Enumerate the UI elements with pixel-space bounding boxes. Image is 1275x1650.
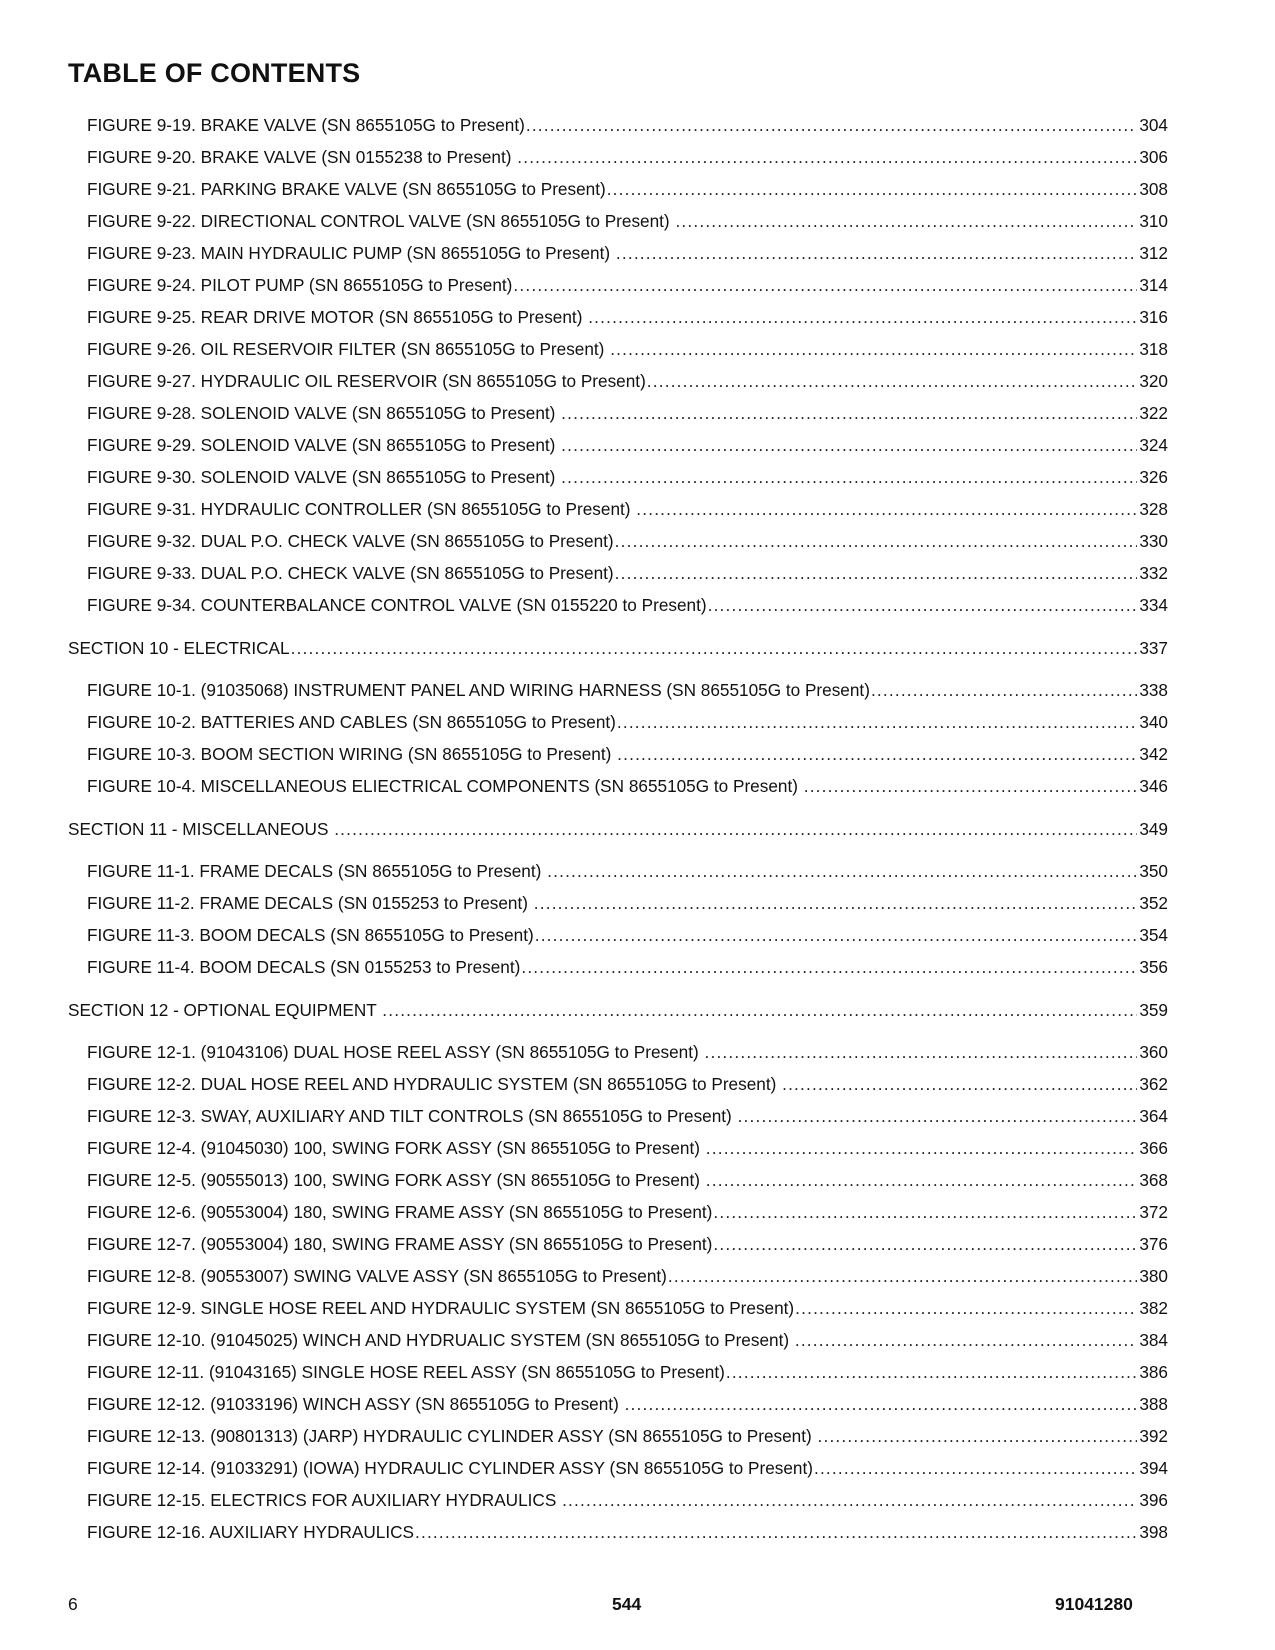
toc-page-number: 306 — [1139, 147, 1168, 167]
toc-page-number: 338 — [1139, 680, 1168, 700]
toc-entry-label: FIGURE 11-2. FRAME DECALS (SN 0155253 to Present) — [87, 893, 533, 913]
toc-page-number: 340 — [1139, 712, 1168, 732]
toc-figure-entry[interactable] — [68, 1516, 1168, 1548]
toc-dot-leader — [713, 1228, 1137, 1260]
toc-entry-label: FIGURE 9-27. HYDRAULIC OIL RESERVOIR (SN 8655105G to Present) — [87, 371, 646, 391]
toc-figure-entry[interactable] — [68, 205, 1168, 237]
toc-page-number: 352 — [1139, 893, 1168, 913]
page-title: TABLE OF CONTENTS — [68, 58, 361, 88]
toc-dot-leader — [818, 1420, 1138, 1452]
toc-page-number: 394 — [1139, 1458, 1168, 1478]
toc-dot-leader — [615, 557, 1138, 589]
toc-figure-entry[interactable] — [68, 1452, 1168, 1484]
toc-section-entry[interactable] — [68, 632, 1168, 664]
toc-page-number: 324 — [1139, 435, 1168, 455]
toc-entry-label: FIGURE 9-30. SOLENOID VALVE (SN 8655105G to Present) — [87, 467, 561, 487]
toc-entry-label: FIGURE 9-32. DUAL P.O. CHECK VALVE (SN 8655105G to Present) — [87, 531, 614, 551]
toc-entry-label: FIGURE 9-33. DUAL P.O. CHECK VALVE (SN 8655105G to Present) — [87, 563, 614, 583]
toc-dot-leader — [871, 674, 1137, 706]
toc-figure-entry[interactable] — [68, 1324, 1168, 1356]
toc-page-number: 372 — [1139, 1202, 1168, 1222]
toc-page-number: 396 — [1139, 1490, 1168, 1510]
toc-figure-entry[interactable] — [68, 1164, 1168, 1196]
toc-page-number: 360 — [1139, 1042, 1168, 1062]
toc-page-number: 328 — [1139, 499, 1168, 519]
toc-figure-entry[interactable] — [68, 919, 1168, 951]
toc-figure-entry[interactable] — [68, 1484, 1168, 1516]
toc-figure-entry[interactable] — [68, 141, 1168, 173]
toc-page-number: 356 — [1139, 957, 1168, 977]
toc-entry-label: FIGURE 9-25. REAR DRIVE MOTOR (SN 8655105G to Present) — [87, 307, 588, 327]
toc-dot-leader — [726, 1356, 1137, 1388]
toc-page-number: 334 — [1139, 595, 1168, 615]
footer-center-number: 544 — [612, 1594, 642, 1614]
toc-page-number: 392 — [1139, 1426, 1168, 1446]
toc-dot-leader — [706, 1132, 1138, 1164]
toc-figure-entry[interactable] — [68, 1356, 1168, 1388]
toc-dot-leader — [607, 173, 1138, 205]
toc-page-number: 398 — [1139, 1522, 1168, 1542]
toc-figure-entry[interactable] — [68, 269, 1168, 301]
footer-page-number: 6 — [68, 1594, 78, 1614]
toc-dot-leader — [534, 887, 1138, 919]
toc-dot-leader — [706, 1164, 1138, 1196]
toc-entry-label: FIGURE 9-31. HYDRAULIC CONTROLLER (SN 8655105G to Present) — [87, 499, 636, 519]
table-of-contents — [68, 109, 1168, 1548]
toc-page-number: 322 — [1139, 403, 1168, 423]
toc-page-number: 346 — [1139, 776, 1168, 796]
toc-page-number: 314 — [1139, 275, 1168, 295]
toc-entry-label: FIGURE 9-34. COUNTERBALANCE CONTROL VALVE (SN 0155220 to Present) — [87, 595, 707, 615]
toc-dot-leader — [804, 770, 1138, 802]
toc-dot-leader — [615, 525, 1138, 557]
toc-dot-leader — [513, 269, 1137, 301]
toc-page-number: 364 — [1139, 1106, 1168, 1126]
toc-figure-entry[interactable] — [68, 1292, 1168, 1324]
toc-page-number: 320 — [1139, 371, 1168, 391]
toc-page-number: 342 — [1139, 744, 1168, 764]
toc-entry-label: FIGURE 12-3. SWAY, AUXILIARY AND TILT CONTROLS (SN 8655105G to Present) — [87, 1106, 737, 1126]
toc-figure-entry[interactable] — [68, 1388, 1168, 1420]
toc-page-number: 366 — [1139, 1138, 1168, 1158]
toc-figure-entry[interactable] — [68, 1132, 1168, 1164]
toc-entry-label: SECTION 10 - ELECTRICAL — [68, 638, 290, 658]
toc-entry-label: FIGURE 9-29. SOLENOID VALVE (SN 8655105G to Present) — [87, 435, 561, 455]
toc-page-number: 349 — [1139, 819, 1168, 839]
toc-dot-leader — [617, 706, 1137, 738]
toc-entry-label: FIGURE 11-1. FRAME DECALS (SN 8655105G to Present) — [87, 861, 547, 881]
toc-page-number: 332 — [1139, 563, 1168, 583]
toc-page-number: 384 — [1139, 1330, 1168, 1350]
toc-entry-label: FIGURE 12-12. (91033196) WINCH ASSY (SN 8655105G to Present) — [87, 1394, 624, 1414]
toc-entry-label: SECTION 11 - MISCELLANEOUS — [68, 819, 334, 839]
toc-page-number: 326 — [1139, 467, 1168, 487]
toc-entry-label: FIGURE 12-11. (91043165) SINGLE HOSE REEL ASSY (SN 8655105G to Present) — [87, 1362, 725, 1382]
toc-entry-label: FIGURE 11-4. BOOM DECALS (SN 0155253 to Present) — [87, 957, 521, 977]
toc-figure-entry[interactable] — [68, 301, 1168, 333]
toc-page-number: 359 — [1139, 1000, 1168, 1020]
toc-entry-label: FIGURE 12-1. (91043106) DUAL HOSE REEL ASSY (SN 8655105G to Present) — [87, 1042, 704, 1062]
toc-dot-leader — [795, 1292, 1137, 1324]
toc-figure-entry[interactable] — [68, 887, 1168, 919]
toc-entry-label: FIGURE 12-14. (91033291) (IOWA) HYDRAULIC CYLINDER ASSY (SN 8655105G to Present) — [87, 1458, 813, 1478]
toc-page-number: 316 — [1139, 307, 1168, 327]
toc-dot-leader — [382, 994, 1137, 1026]
toc-dot-leader — [415, 1516, 1137, 1548]
toc-dot-leader — [561, 461, 1137, 493]
toc-page-number: 337 — [1139, 638, 1168, 658]
toc-entry-label: FIGURE 12-9. SINGLE HOSE REEL AND HYDRAULIC SYSTEM (SN 8655105G to Present) — [87, 1298, 795, 1318]
toc-dot-leader — [561, 397, 1137, 429]
toc-figure-entry[interactable] — [68, 770, 1168, 802]
toc-dot-leader — [616, 237, 1137, 269]
toc-entry-label: FIGURE 12-7. (90553004) 180, SWING FRAME ASSY (SN 8655105G to Present) — [87, 1234, 713, 1254]
toc-figure-entry[interactable] — [68, 365, 1168, 397]
toc-entry-label: FIGURE 10-1. (91035068) INSTRUMENT PANEL AND WIRING HARNESS (SN 8655105G to Present) — [87, 680, 870, 700]
toc-entry-label: FIGURE 10-3. BOOM SECTION WIRING (SN 8655105G to Present) — [87, 744, 617, 764]
toc-entry-label: FIGURE 12-10. (91045025) WINCH AND HYDRUALIC SYSTEM (SN 8655105G to Present) — [87, 1330, 794, 1350]
toc-figure-entry[interactable] — [68, 333, 1168, 365]
toc-entry-label: FIGURE 9-24. PILOT PUMP (SN 8655105G to Present) — [87, 275, 513, 295]
toc-entry-label: FIGURE 9-28. SOLENOID VALVE (SN 8655105G to Present) — [87, 403, 561, 423]
toc-entry-label: FIGURE 9-23. MAIN HYDRAULIC PUMP (SN 8655105G to Present) — [87, 243, 615, 263]
toc-dot-leader — [782, 1068, 1137, 1100]
toc-dot-leader — [668, 1260, 1137, 1292]
toc-entry-label: FIGURE 10-4. MISCELLANEOUS ELIECTRICAL COMPONENTS (SN 8655105G to Present) — [87, 776, 803, 796]
toc-dot-leader — [814, 1452, 1137, 1484]
toc-dot-leader — [795, 1324, 1137, 1356]
toc-figure-entry[interactable] — [68, 738, 1168, 770]
toc-dot-leader — [713, 1196, 1137, 1228]
toc-figure-entry[interactable] — [68, 951, 1168, 983]
toc-page-number: 368 — [1139, 1170, 1168, 1190]
toc-entry-label: FIGURE 12-13. (90801313) (JARP) HYDRAULIC CYLINDER ASSY (SN 8655105G to Present) — [87, 1426, 817, 1446]
toc-entry-label: FIGURE 12-4. (91045030) 100, SWING FORK ASSY (SN 8655105G to Present) — [87, 1138, 705, 1158]
toc-figure-entry[interactable] — [68, 173, 1168, 205]
toc-entry-label: FIGURE 12-5. (90555013) 100, SWING FORK ASSY (SN 8655105G to Present) — [87, 1170, 705, 1190]
toc-entry-label: FIGURE 9-19. BRAKE VALVE (SN 8655105G to Present) — [87, 115, 525, 135]
toc-figure-entry[interactable] — [68, 1196, 1168, 1228]
toc-page-number: 354 — [1139, 925, 1168, 945]
toc-page-number: 386 — [1139, 1362, 1168, 1382]
toc-dot-leader — [334, 813, 1137, 845]
toc-page-number: 350 — [1139, 861, 1168, 881]
toc-entry-label: FIGURE 11-3. BOOM DECALS (SN 8655105G to Present) — [87, 925, 534, 945]
toc-figure-entry[interactable] — [68, 589, 1168, 621]
toc-dot-leader — [708, 589, 1138, 621]
toc-figure-entry[interactable] — [68, 493, 1168, 525]
toc-page-number: 380 — [1139, 1266, 1168, 1286]
toc-dot-leader — [610, 333, 1137, 365]
toc-dot-leader — [547, 855, 1137, 887]
toc-figure-entry[interactable] — [68, 674, 1168, 706]
toc-page-number: 318 — [1139, 339, 1168, 359]
toc-figure-entry[interactable] — [68, 429, 1168, 461]
toc-dot-leader — [636, 493, 1137, 525]
toc-dot-leader — [675, 205, 1137, 237]
toc-entry-label: FIGURE 12-16. AUXILIARY HYDRAULICS — [87, 1522, 414, 1542]
toc-page-number: 308 — [1139, 179, 1168, 199]
toc-figure-entry[interactable] — [68, 557, 1168, 589]
toc-page-number: 376 — [1139, 1234, 1168, 1254]
toc-dot-leader — [561, 429, 1137, 461]
toc-figure-entry[interactable] — [68, 1036, 1168, 1068]
toc-entry-label: FIGURE 10-2. BATTERIES AND CABLES (SN 8655105G to Present) — [87, 712, 616, 732]
toc-entry-label: SECTION 12 - OPTIONAL EQUIPMENT — [68, 1000, 382, 1020]
toc-dot-leader — [705, 1036, 1138, 1068]
toc-entry-label: FIGURE 12-2. DUAL HOSE REEL AND HYDRAULIC SYSTEM (SN 8655105G to Present) — [87, 1074, 782, 1094]
toc-figure-entry[interactable] — [68, 706, 1168, 738]
toc-figure-entry[interactable] — [68, 1228, 1168, 1260]
toc-page-number: 310 — [1139, 211, 1168, 231]
toc-page-number: 304 — [1139, 115, 1168, 135]
toc-figure-entry[interactable] — [68, 855, 1168, 887]
toc-dot-leader — [291, 632, 1138, 664]
footer-document-number: 91041280 — [1055, 1594, 1133, 1614]
toc-dot-leader — [517, 141, 1137, 173]
toc-dot-leader — [588, 301, 1137, 333]
toc-dot-leader — [647, 365, 1138, 397]
toc-page-number: 388 — [1139, 1394, 1168, 1414]
toc-figure-entry[interactable] — [68, 1420, 1168, 1452]
toc-page-number: 312 — [1139, 243, 1168, 263]
toc-figure-entry[interactable] — [68, 109, 1168, 141]
toc-figure-entry[interactable] — [68, 1100, 1168, 1132]
toc-entry-label: FIGURE 12-15. ELECTRICS FOR AUXILIARY HYDRAULICS — [87, 1490, 562, 1510]
toc-figure-entry[interactable] — [68, 397, 1168, 429]
toc-dot-leader — [521, 951, 1137, 983]
toc-page-number: 362 — [1139, 1074, 1168, 1094]
toc-entry-label: FIGURE 9-22. DIRECTIONAL CONTROL VALVE (SN 8655105G to Present) — [87, 211, 675, 231]
toc-figure-entry[interactable] — [68, 237, 1168, 269]
toc-figure-entry[interactable] — [68, 1068, 1168, 1100]
toc-entry-label: FIGURE 12-8. (90553007) SWING VALVE ASSY (SN 8655105G to Present) — [87, 1266, 667, 1286]
toc-dot-leader — [617, 738, 1137, 770]
toc-figure-entry[interactable] — [68, 461, 1168, 493]
toc-section-entry[interactable] — [68, 813, 1168, 845]
toc-figure-entry[interactable] — [68, 525, 1168, 557]
toc-section-entry[interactable] — [68, 994, 1168, 1026]
toc-dot-leader — [738, 1100, 1138, 1132]
toc-dot-leader — [562, 1484, 1137, 1516]
toc-entry-label: FIGURE 9-20. BRAKE VALVE (SN 0155238 to Present) — [87, 147, 517, 167]
toc-entry-label: FIGURE 9-26. OIL RESERVOIR FILTER (SN 8655105G to Present) — [87, 339, 610, 359]
toc-figure-entry[interactable] — [68, 1260, 1168, 1292]
toc-entry-label: FIGURE 9-21. PARKING BRAKE VALVE (SN 8655105G to Present) — [87, 179, 606, 199]
toc-dot-leader — [526, 109, 1137, 141]
toc-page-number: 330 — [1139, 531, 1168, 551]
toc-dot-leader — [625, 1388, 1138, 1420]
toc-page-number: 382 — [1139, 1298, 1168, 1318]
toc-entry-label: FIGURE 12-6. (90553004) 180, SWING FRAME ASSY (SN 8655105G to Present) — [87, 1202, 713, 1222]
toc-dot-leader — [535, 919, 1138, 951]
